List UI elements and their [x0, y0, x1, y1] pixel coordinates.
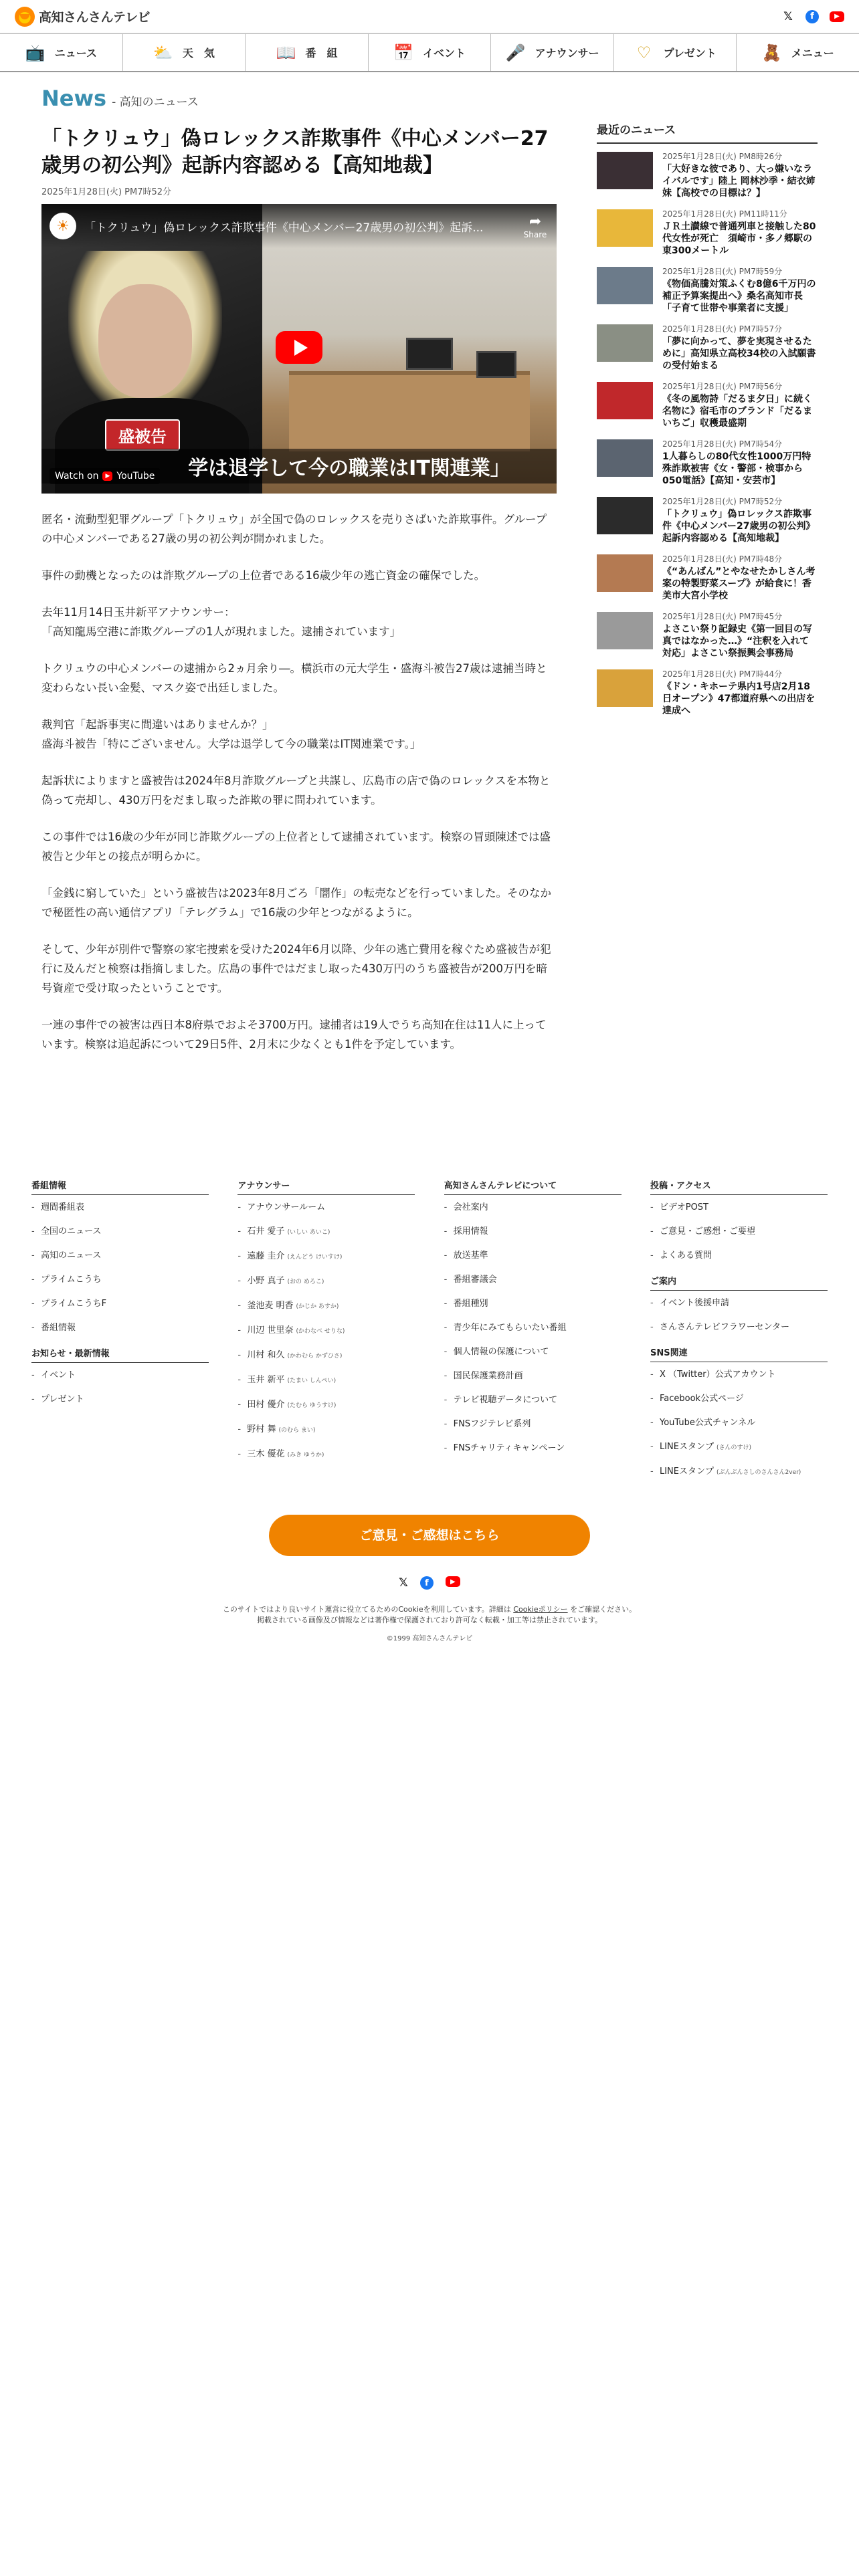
recent-news-item[interactable] [597, 205, 818, 263]
nav-weather[interactable] [123, 34, 246, 71]
news-item-meta [662, 323, 818, 372]
footer-link[interactable] [650, 1393, 828, 1405]
footer-column [237, 1178, 415, 1491]
share-arrow-icon: ➦ [529, 213, 542, 230]
footer-link[interactable] [650, 1202, 828, 1214]
footer-link-reading: (たむら ゆうすけ) [287, 1402, 337, 1409]
nav-label: 番 組 [305, 47, 338, 60]
video-title[interactable]: 「トクリュウ」偽ロレックス詐欺事件《中心メンバー27歳男の初公判》起訴... [84, 221, 484, 235]
article-paragraph: トクリュウの中心メンバーの逮捕から2ヵ月余り―。横浜市の元大学生・盛海斗被告27歳は逮捕当時と変わらない長い金髪、マスク姿で出廷しました。 [41, 662, 547, 694]
news-item-date: 2025年1月28日(火) PM7時52分 [662, 497, 783, 506]
footer-link[interactable] [237, 1202, 415, 1214]
footer-link-list [444, 1202, 622, 1455]
news-item-title[interactable]: 《物価高騰対策ふくむ8億6千万円の補正予算案提出へ》桑名高知市長「子育て世帯や事業者に支援」 [662, 279, 816, 314]
nav-label: イベント [423, 47, 466, 60]
footer-group-title: SNS関連 [650, 1346, 828, 1362]
news-thumbnail[interactable] [597, 669, 653, 707]
footer-link[interactable] [31, 1226, 209, 1238]
main-nav [0, 33, 859, 72]
news-thumbnail[interactable] [597, 439, 653, 477]
watch-on-label: Watch on [55, 471, 99, 481]
news-thumbnail[interactable] [597, 554, 653, 592]
news-item-date: 2025年1月28日(火) PM8時26分 [662, 152, 783, 161]
footer-link-reading: (さんのすけ) [717, 1444, 752, 1451]
footer-link-label: 番組審議会 [453, 1275, 497, 1285]
footer-link[interactable] [237, 1399, 415, 1412]
news-item-title[interactable]: よさこい祭り記録史《第一回目の写真ではなかった…》“注釈を入れて対応」よさこい祭振興会事務局 [662, 624, 812, 659]
nav-present[interactable] [614, 34, 737, 71]
footer-link[interactable] [444, 1394, 622, 1406]
recent-news-item[interactable] [597, 493, 818, 550]
footer-link[interactable] [31, 1322, 209, 1334]
footer-link-list [31, 1370, 209, 1406]
footer-link-list [650, 1369, 828, 1479]
footer-link-label: Facebook公式ページ [659, 1394, 744, 1404]
article-paragraph: 匿名・流動型犯罪グループ「トクリュウ」が全国で偽のロレックスを売りさばいた詐欺事件。グループの中心メンバーである27歳の男の初公判が開かれました。 [41, 513, 547, 545]
program-book-icon: 📖 [276, 43, 296, 62]
recent-news-item[interactable] [597, 148, 818, 205]
footer-link-reading: (かわむら かずひさ) [287, 1353, 343, 1360]
footer-link-reading: (たまい しんぺい) [287, 1378, 337, 1384]
footer-link-label: 全国のニュース [41, 1226, 102, 1237]
article-paragraph: 起訴状によりますと盛被告は2024年8月詐欺グループと共謀し、広島市の店で偽のロレックスを本物と偽って売却し、430万円をだまし取った詐欺の罪に問われています。 [41, 774, 551, 807]
footer-social-links [31, 1576, 828, 1590]
footer-link-label: 小野 真子 [247, 1276, 285, 1286]
section-title-en: News [41, 86, 107, 111]
footer-link[interactable] [444, 1370, 622, 1382]
footer-link-label: イベント [41, 1370, 76, 1380]
video-name-caption: 盛被告 [105, 419, 180, 451]
nav-label: ニュース [54, 47, 97, 60]
footer-link-label: 玉井 新平 [247, 1375, 285, 1385]
news-item-meta [662, 668, 818, 717]
news-item-title[interactable]: 《冬の風物詩「だるま夕日」に続く名物に》宿毛市のブランド「だるまいちご」収穫最盛期 [662, 394, 812, 429]
footer-column [444, 1178, 622, 1491]
footer-link-label: テレビ視聴データについて [453, 1395, 558, 1405]
footer-link-label: アナウンサールーム [247, 1202, 326, 1212]
footer-link[interactable] [31, 1370, 209, 1382]
footer-link-label: FNSチャリティキャンペーン [453, 1443, 565, 1453]
play-button-icon[interactable] [276, 331, 322, 364]
footer-link-label: 高知のニュース [41, 1251, 102, 1261]
footer-link-columns [31, 1178, 828, 1491]
section-title-jp: - 高知のニュース [112, 96, 199, 109]
video-person-face [98, 284, 192, 398]
footer-link-label: プレゼント [41, 1394, 84, 1404]
footer-link[interactable] [650, 1369, 828, 1381]
news-item-date: 2025年1月28日(火) PM7時59分 [662, 267, 783, 276]
news-thumbnail[interactable] [597, 152, 653, 189]
nav-events[interactable] [369, 34, 492, 71]
footer-link-list [31, 1202, 209, 1334]
footer-link[interactable] [444, 1202, 622, 1214]
news-item-meta [662, 438, 818, 487]
news-item-title[interactable]: 《ドン・キホーテ県内1号店2月18日オープン》47都道府県への出店を達成へ [662, 681, 816, 716]
footer-link[interactable] [237, 1325, 415, 1337]
footer-link-label: 会社案内 [453, 1202, 488, 1212]
news-item-date: 2025年1月28日(火) PM7時44分 [662, 669, 783, 679]
courtroom-monitor [406, 338, 453, 370]
footer-link-list [650, 1297, 828, 1333]
footer-group-title: 高知さんさんテレビについて [444, 1178, 622, 1195]
footer-link[interactable] [444, 1346, 622, 1358]
recent-news-sidebar [597, 86, 818, 1071]
news-thumbnail[interactable] [597, 209, 653, 247]
news-item-meta [662, 208, 818, 257]
news-item-meta [662, 150, 818, 199]
article-paragraph: 一連の事件での被害は西日本8府県でおよそ3700万円。逮捕者は19人でうち高知在住は11人に上っています。検察は追起訴について29日5件、2月末に少なくとも1件を予定しています。 [41, 1018, 547, 1051]
news-item-title[interactable]: ＪＲ土讃線で普通列車と接触した80代女性が死亡 須崎市・多ノ郷駅の東300メートル [662, 221, 816, 256]
recent-news-item[interactable] [597, 550, 818, 608]
courtroom-desk [289, 371, 530, 451]
cookie-notice-text-end: をご確認ください。 [570, 1605, 637, 1614]
footer-link-label: LINEスタンプ [659, 1467, 714, 1477]
courtroom-monitor [476, 351, 516, 378]
article-body [41, 510, 557, 1054]
footer-link-label: 遠藤 圭介 [247, 1251, 285, 1261]
cookie-notice [31, 1604, 828, 1626]
news-item-meta [662, 381, 818, 429]
footer-link-label: 野村 舞 [247, 1424, 276, 1434]
nav-label: プレゼント [663, 47, 717, 60]
footer-link-label: 釜池麦 明香 [247, 1301, 294, 1311]
article-title: 「トクリュウ」偽ロレックス詐欺事件《中心メンバー27歳男の初公判》起訴内容認める【高知地裁】 [41, 127, 549, 177]
share-label: Share [523, 229, 547, 239]
article-paragraph: 裁判官「起訴事実に間違いはありませんか？」 盛海斗被告「特にございません。大学は退学して今の職業はIT関連業です。」 [41, 718, 421, 750]
nav-programs[interactable] [246, 34, 369, 71]
footer-link[interactable] [650, 1417, 828, 1429]
footer-link-label: X （Twitter）公式アカウント [659, 1370, 776, 1380]
footer-link[interactable] [444, 1226, 622, 1238]
recent-news-item[interactable] [597, 263, 818, 320]
footer-link[interactable] [444, 1418, 622, 1430]
news-item-date: 2025年1月28日(火) PM7時54分 [662, 439, 783, 449]
footer-link-reading: (かわなべ せりな) [296, 1328, 345, 1335]
news-item-title[interactable]: 「トクリュウ」偽ロレックス詐欺事件《中心メンバー27歳男の初公判》起訴内容認める【高知地裁】 [662, 509, 816, 544]
copyright-notice-text: 掲載されている画像及び情報などは著作権で保護されており許可なく転載・加工等は禁止されています。 [256, 1616, 603, 1624]
footer-link-label: さんさんテレビフラワーセンター [659, 1322, 789, 1332]
footer-link-label: LINEスタンプ [659, 1442, 714, 1452]
footer-link-label: 川村 和久 [247, 1350, 285, 1360]
footer-link-label: 採用情報 [453, 1226, 488, 1237]
footer-link-label: 番組種別 [453, 1299, 488, 1309]
youtube-label: YouTube [116, 471, 155, 481]
footer-group-title: アナウンサー [237, 1178, 415, 1195]
footer-link-label: 国民保護業務計画 [453, 1371, 523, 1381]
footer-link[interactable] [237, 1251, 415, 1263]
news-item-title[interactable]: 1人暮らしの80代女性1000万円特殊詐欺被害《女・警部・検事から050電話》【高知・安芸市】 [662, 451, 812, 486]
recent-news-item[interactable] [597, 378, 818, 435]
footer-link-label: 田村 優介 [247, 1400, 285, 1410]
footer-link[interactable] [31, 1274, 209, 1286]
x-icon[interactable]: 𝕏 [399, 1576, 408, 1590]
footer-group-title: お知らせ・最新情報 [31, 1346, 209, 1363]
news-item-date: 2025年1月28日(火) PM7時56分 [662, 382, 783, 391]
menu-mascot-icon: 🧸 [761, 43, 782, 62]
site-header [0, 0, 859, 33]
footer-link[interactable] [650, 1250, 828, 1262]
calendar-icon: 📅 [393, 43, 413, 62]
footer-link[interactable] [237, 1300, 415, 1313]
footer-link-label: 放送基準 [453, 1251, 488, 1261]
recent-news-item[interactable] [597, 608, 818, 665]
news-item-meta [662, 265, 818, 314]
news-item-date: 2025年1月28日(火) PM11時11分 [662, 209, 787, 219]
footer-link[interactable] [650, 1297, 828, 1309]
footer-link-label: 青少年にみてもらいたい番組 [453, 1323, 567, 1333]
footer-link[interactable] [444, 1274, 622, 1286]
facebook-icon[interactable]: f [805, 10, 819, 23]
weather-icon: ⛅ [153, 43, 173, 62]
news-thumbnail[interactable] [597, 324, 653, 362]
video-title-bar [41, 204, 557, 248]
site-logo[interactable] [15, 7, 150, 27]
nav-label: メニュー [791, 47, 834, 60]
footer-link[interactable] [650, 1226, 828, 1238]
footer-group-title: ご案内 [650, 1274, 828, 1291]
youtube-logo-icon: ▶ [102, 471, 112, 481]
footer-link-label: よくある質問 [659, 1251, 712, 1261]
footer-link-reading: (ぶんぶんさしのさんさん2ver) [717, 1469, 801, 1476]
footer-link[interactable] [237, 1226, 415, 1239]
recent-news-list [597, 148, 818, 723]
footer-link[interactable] [237, 1275, 415, 1288]
footer-link-label: イベント後援申請 [659, 1298, 729, 1308]
footer-group-title: 番組情報 [31, 1178, 209, 1195]
feedback-button[interactable]: ご意見・ご感想はこちら [269, 1515, 590, 1556]
footer-link-label: プライムこうち [41, 1275, 102, 1285]
heart-icon: ♡ [636, 43, 652, 62]
news-item-date: 2025年1月28日(火) PM7時48分 [662, 554, 783, 564]
footer-link[interactable] [237, 1424, 415, 1436]
footer-link-reading: (おの めろこ) [287, 1279, 324, 1285]
news-thumbnail[interactable] [597, 497, 653, 534]
footer-link-label: プライムこうちF [41, 1299, 107, 1309]
footer-link-label: YouTube公式チャンネル [659, 1418, 756, 1428]
sun-logo-icon [15, 7, 35, 27]
article-date: 2025年1月28日(火) PM7時52分 [41, 187, 172, 197]
article-main [41, 86, 557, 1071]
footer-link[interactable] [650, 1466, 828, 1479]
footer-link-reading: (のむら まい) [278, 1427, 316, 1434]
footer-link[interactable] [237, 1374, 415, 1387]
watch-on-youtube-button[interactable] [50, 468, 160, 484]
article-paragraph: この事件では16歳の少年が同じ詐欺グループの上位者として逮捕されています。検察の冒頭陳述では盛被告と少年との接点が明らかに。 [41, 831, 551, 863]
footer-link-label: ビデオPOST [659, 1202, 708, 1212]
footer-link-reading: (いしい あいこ) [287, 1229, 330, 1236]
nav-announcers[interactable] [491, 34, 614, 71]
footer-link[interactable] [237, 1448, 415, 1461]
footer-link-reading: (かじか あすか) [296, 1303, 339, 1310]
nav-news[interactable] [0, 34, 123, 71]
youtube-icon[interactable]: ▶ [446, 1576, 460, 1587]
news-item-title[interactable]: 《“あんばん”とやなせたかしさん考案の特製野菜スープ》が給食に！香美市大宮小学校 [662, 566, 816, 601]
share-button[interactable] [522, 213, 549, 239]
footer-link[interactable] [650, 1441, 828, 1454]
recent-news-item[interactable] [597, 665, 818, 723]
footer-link[interactable] [444, 1322, 622, 1334]
news-item-meta [662, 553, 818, 602]
content-area [41, 72, 818, 1071]
footer-link[interactable] [444, 1250, 622, 1262]
nav-menu[interactable] [737, 34, 859, 71]
copyright: ©1999 高知さんさんテレビ [386, 1635, 473, 1642]
footer-link[interactable] [444, 1442, 622, 1455]
news-item-title[interactable]: 「夢に向かって、夢を実現させるために」高知県立高校34校の入試願書の受付始まる [662, 336, 816, 371]
footer-link[interactable] [650, 1321, 828, 1333]
news-item-meta [662, 611, 818, 659]
footer-link-label: 石井 愛子 [247, 1226, 285, 1237]
site-footer [31, 1178, 828, 1642]
logo-text: 高知さんさんテレビ [39, 10, 151, 25]
footer-link-list [237, 1202, 415, 1461]
footer-link-label: 三木 優花 [247, 1449, 285, 1459]
footer-link[interactable] [31, 1298, 209, 1310]
microphone-icon: 🎤 [505, 43, 526, 62]
article-paragraph: 去年11月14日玉井新平アナウンサー： 「高知龍馬空港に詐欺グループの1人が現れました。逮捕されています」 [41, 606, 401, 638]
nav-label: 天 気 [182, 47, 215, 60]
footer-link-label: 番組情報 [41, 1323, 76, 1333]
facebook-icon[interactable]: f [420, 1576, 434, 1590]
footer-column [650, 1178, 828, 1491]
footer-link-list [650, 1202, 828, 1262]
cookie-notice-text: このサイトではより良いサイト運営に役立てるためのCookieを利用しています。詳細は [222, 1605, 511, 1614]
news-item-meta [662, 496, 818, 544]
video-subtitle: 学は退学して今の職業はIT関連業」 [188, 457, 510, 480]
footer-link-label: FNSフジテレビ系列 [453, 1419, 531, 1429]
channel-avatar-icon[interactable]: ☀ [50, 213, 76, 239]
footer-link[interactable] [31, 1394, 209, 1406]
footer-link[interactable] [444, 1298, 622, 1310]
footer-group-title: 投稿・アクセス [650, 1178, 828, 1195]
cookie-policy-link[interactable]: Cookieポリシー [513, 1605, 568, 1614]
footer-link-label: ご意見・ご感想・ご要望 [659, 1226, 755, 1237]
footer-link-label: 川辺 世里奈 [247, 1325, 294, 1335]
footer-link[interactable] [31, 1250, 209, 1262]
news-item-date: 2025年1月28日(火) PM7時57分 [662, 324, 783, 334]
news-tv-icon: 📺 [25, 43, 45, 62]
news-thumbnail[interactable] [597, 267, 653, 304]
section-heading [41, 86, 557, 111]
recent-news-item[interactable] [597, 435, 818, 493]
video-player[interactable] [41, 204, 557, 494]
news-thumbnail[interactable] [597, 382, 653, 419]
nav-label: アナウンサー [535, 47, 599, 60]
sidebar-title: 最近のニュース [597, 120, 818, 144]
youtube-icon[interactable]: ▶ [830, 11, 844, 22]
article-paragraph: 事件の動機となったのは詐欺グループの上位者である16歳少年の逃亡資金の確保でした。 [41, 569, 486, 582]
footer-column [31, 1178, 209, 1491]
recent-news-item[interactable] [597, 320, 818, 378]
x-icon[interactable]: 𝕏 [783, 9, 793, 23]
footer-link[interactable] [237, 1350, 415, 1362]
news-thumbnail[interactable] [597, 612, 653, 649]
news-item-title[interactable]: 「大好きな彼であり、大っ嫌いなライバルです」陸上 岡林沙季・結衣姉妹【高校での目標は？】 [662, 164, 816, 199]
article-paragraph: そして、少年が別件で警察の家宅捜索を受けた2024年6月以降、少年の逃亡費用を稼ぐため盛被告が犯行に及んだと検察は指摘しました。広島の事件ではだまし取った430万円のうち盛被告が200万円を暗号資産で受け取ったということです。 [41, 943, 551, 994]
footer-link-reading: (みき ゆうか) [287, 1452, 324, 1459]
news-item-date: 2025年1月28日(火) PM7時45分 [662, 612, 783, 621]
header-social-links [781, 10, 844, 23]
article-paragraph: 「金銭に窮していた」という盛被告は2023年8月ごろ「闇作」の転売などを行っていました。そのなかで秘匿性の高い通信アプリ「テレグラム」で16歳の少年とつながるように。 [41, 887, 551, 919]
footer-link-reading: (えんどう けいすけ) [287, 1254, 343, 1261]
footer-link-label: 週間番組表 [41, 1202, 85, 1212]
footer-link[interactable] [31, 1202, 209, 1214]
footer-link-label: 個人情報の保護について [453, 1347, 549, 1357]
